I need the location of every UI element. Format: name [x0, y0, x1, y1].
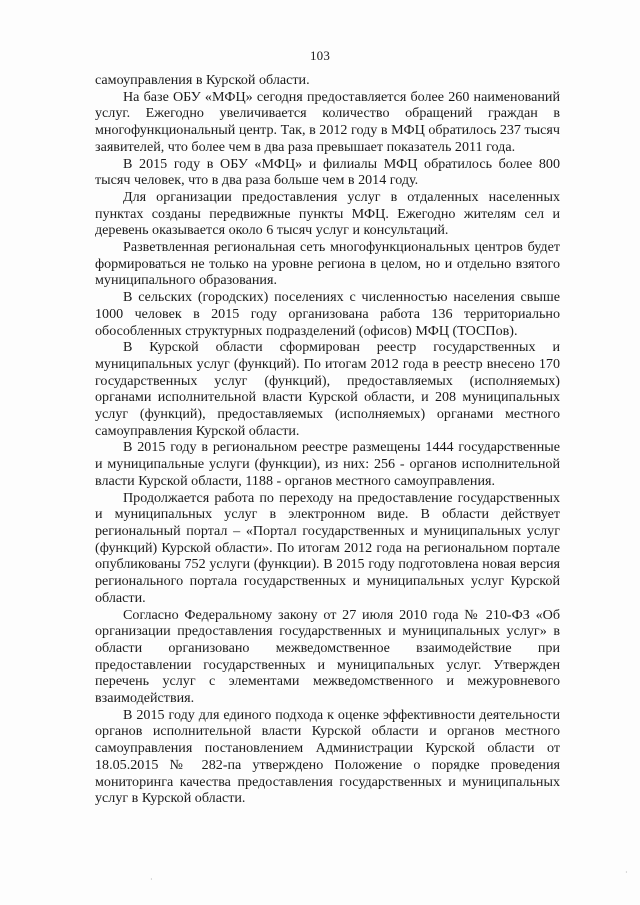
body-text	[95, 72, 560, 807]
paragraph-registry-2015: В 2015 году в региональном реестре размещены 1444 государственные и муниципальные услуги (функции), из них: 256 - органов исполнительной власти Курской области, 1188 - органов местного самоуправления.	[95, 439, 560, 489]
scan-dot-right: ·	[625, 868, 628, 877]
paragraph-federal-law: Согласно Федеральному закону от 27 июля 2010 года № 210-ФЗ «Об организации предоставления государственных и муниципальных услуг» в области организовано межведомственное взаимодействие при предоставлении государственных и муниципальных услуг. Утвержден перечень услуг с элементами межведомственного и межуровневого взаимодействия.	[95, 606, 560, 707]
paragraph-mfc-services: На базе ОБУ «МФЦ» сегодня предоставляется более 260 наименований услуг. Ежегодно увеличивается количество обращений граждан в многофункциональный центр. Так, в 2012 году в МФЦ обратилось 237 тысяч заявителей, что более чем в два раза превышает показатель 2011 года.	[95, 88, 560, 155]
scan-dot-left: ·	[150, 875, 153, 884]
paragraph-quality-monitoring: В 2015 году для единого подхода к оценке эффективности деятельности органов исполнительной власти Курской области и органов местного самоуправления постановлением Администрации Курской области от 18.05.2015 № 282-па утверждено Положение о порядке проведения мониторинга качества предоставления государственных и муниципальных услуг в Курской области.	[95, 706, 560, 807]
page-number: 103	[309, 48, 331, 63]
paragraph-mfc-2015: В 2015 году в ОБУ «МФЦ» и филиалы МФЦ обратилось более 800 тысяч человек, что в два раза больше чем в 2014 году.	[95, 155, 560, 189]
paragraph-services-registry: В Курской области сформирован реестр государственных и муниципальных услуг (функций). По итогам 2012 года в реестр внесено 170 государственных услуг (функций), предоставляемых (исполняемых) органами исполнительной власти Курской области, и 208 муниципальных услуг (функций), предоставляемых (исполняемых) органами местного самоуправления Курской области.	[95, 339, 560, 439]
paragraph-regional-network: Разветвленная региональная сеть многофункциональных центров будет формироваться не только на уровне региона в целом, но и отдельно взятого муниципального образования.	[95, 239, 560, 289]
paragraph-tosp-offices: В сельских (городских) поселениях с численностью населения свыше 1000 человек в 2015 году организована работа 136 территориально обособленных структурных подразделений (офисов) МФЦ (ТОСПов).	[95, 289, 560, 339]
paragraph-mobile-points: Для организации предоставления услуг в отдаленных населенных пунктах созданы передвижные пункты МФЦ. Ежегодно жителям сел и деревень оказывается около 6 тысяч услуг и консультаций.	[95, 188, 560, 239]
paragraph-continuation: самоуправления в Курской области.	[95, 72, 310, 88]
paragraph-electronic-services: Продолжается работа по переходу на предоставление государственных и муниципальных услуг в электронном виде. В области действует региональный портал – «Портал государственных и муниципальных услуг (функций) Курской области». По итогам 2012 года на региональном портале опубликованы 752 услуги (функции). В 2015 году подготовлена новая версия регионального портала государственных и муниципальных услуг Курской области.	[95, 489, 560, 606]
